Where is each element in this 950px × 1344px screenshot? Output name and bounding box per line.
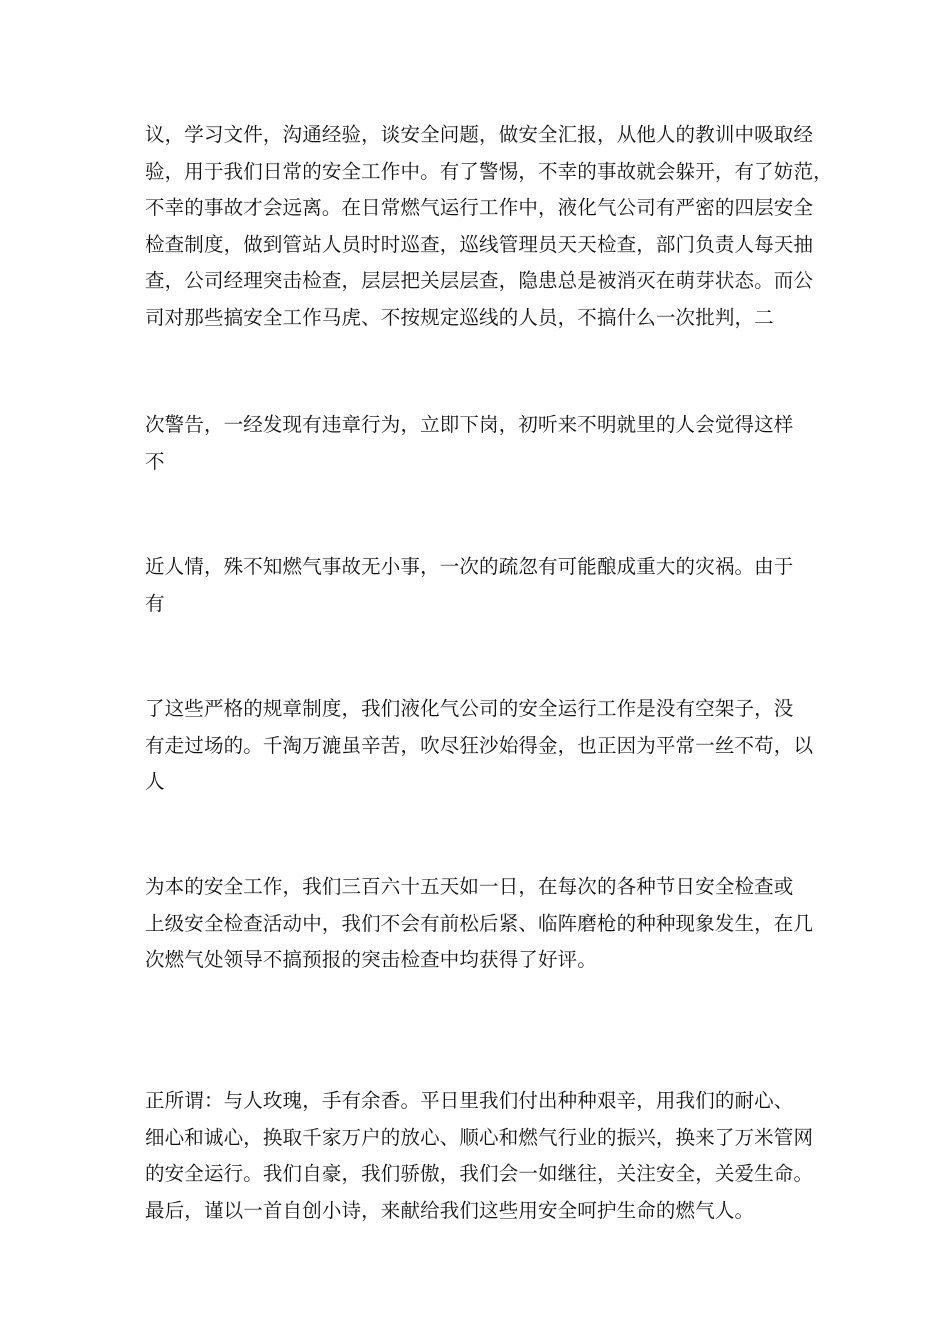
text-line: 次燃气处领导不搞预报的突击检查中均获得了好评。	[145, 948, 597, 972]
paragraph-3	[145, 549, 805, 622]
text-line: 人	[145, 770, 165, 794]
text-line: 最后，谨以一首自创小诗，来献给我们这些用安全呵护生命的燃气人。	[145, 1198, 755, 1222]
text-line: 了这些严格的规章制度，我们液化气公司的安全运行工作是没有空架子，没	[145, 697, 794, 720]
paragraph-4	[145, 691, 814, 801]
paragraph-6	[145, 1083, 814, 1229]
text-line: 有	[145, 591, 165, 615]
paragraph-5	[145, 869, 814, 979]
text-line: 议，学习文件，沟通经验，谈安全问题，做安全汇报，从他人的教训中吸取经	[145, 123, 814, 146]
text-line: 查，公司经理突击检查，层层把关层层查，隐患总是被消灭在萌芽状态。而公	[145, 269, 814, 293]
text-line: 检查制度，做到管站人员时时巡查，巡线管理员天天检查，部门负责人每天抽	[145, 232, 814, 256]
text-line: 不	[145, 449, 165, 473]
text-line: 正所谓：与人玫瑰，手有余香。平日里我们付出种种艰辛，用我们的耐心、	[145, 1089, 794, 1112]
paragraph-1	[145, 117, 833, 337]
text-line: 的安全运行。我们自豪，我们骄傲，我们会一如继往，关注安全，关爱生命。	[145, 1162, 814, 1186]
text-line: 司对那些搞安全工作马虎、不按规定巡线的人员，不搞什么一次批判，二	[145, 305, 774, 329]
text-line: 不幸的事故才会远离。在日常燃气运行工作中，液化气公司有严密的四层安全	[145, 196, 814, 220]
text-line: 近人情，殊不知燃气事故无小事，一次的疏忽有可能酿成重大的灾祸。由于	[145, 555, 794, 578]
text-line: 为本的安全工作，我们三百六十五天如一日，在每次的各种节日安全检查或	[145, 875, 794, 898]
text-line: 次警告，一经发现有违章行为，立即下岗，初听来不明就里的人会觉得这样	[145, 413, 794, 436]
text-line: 验，用于我们日常的安全工作中。有了警惕，不幸的事故就会躲开，有了妨范，	[145, 159, 833, 183]
text-line: 细心和诚心，换取千家万户的放心、顺心和燃气行业的振兴，换来了万米管网	[145, 1125, 814, 1149]
text-line: 上级安全检查活动中，我们不会有前松后紧、临阵磨枪的种种现象发生，在几	[145, 911, 814, 935]
paragraph-2	[145, 407, 805, 480]
text-line: 有走过场的。千淘万漉虽辛苦，吹尽狂沙始得金，也正因为平常一丝不苟，以	[145, 733, 814, 757]
